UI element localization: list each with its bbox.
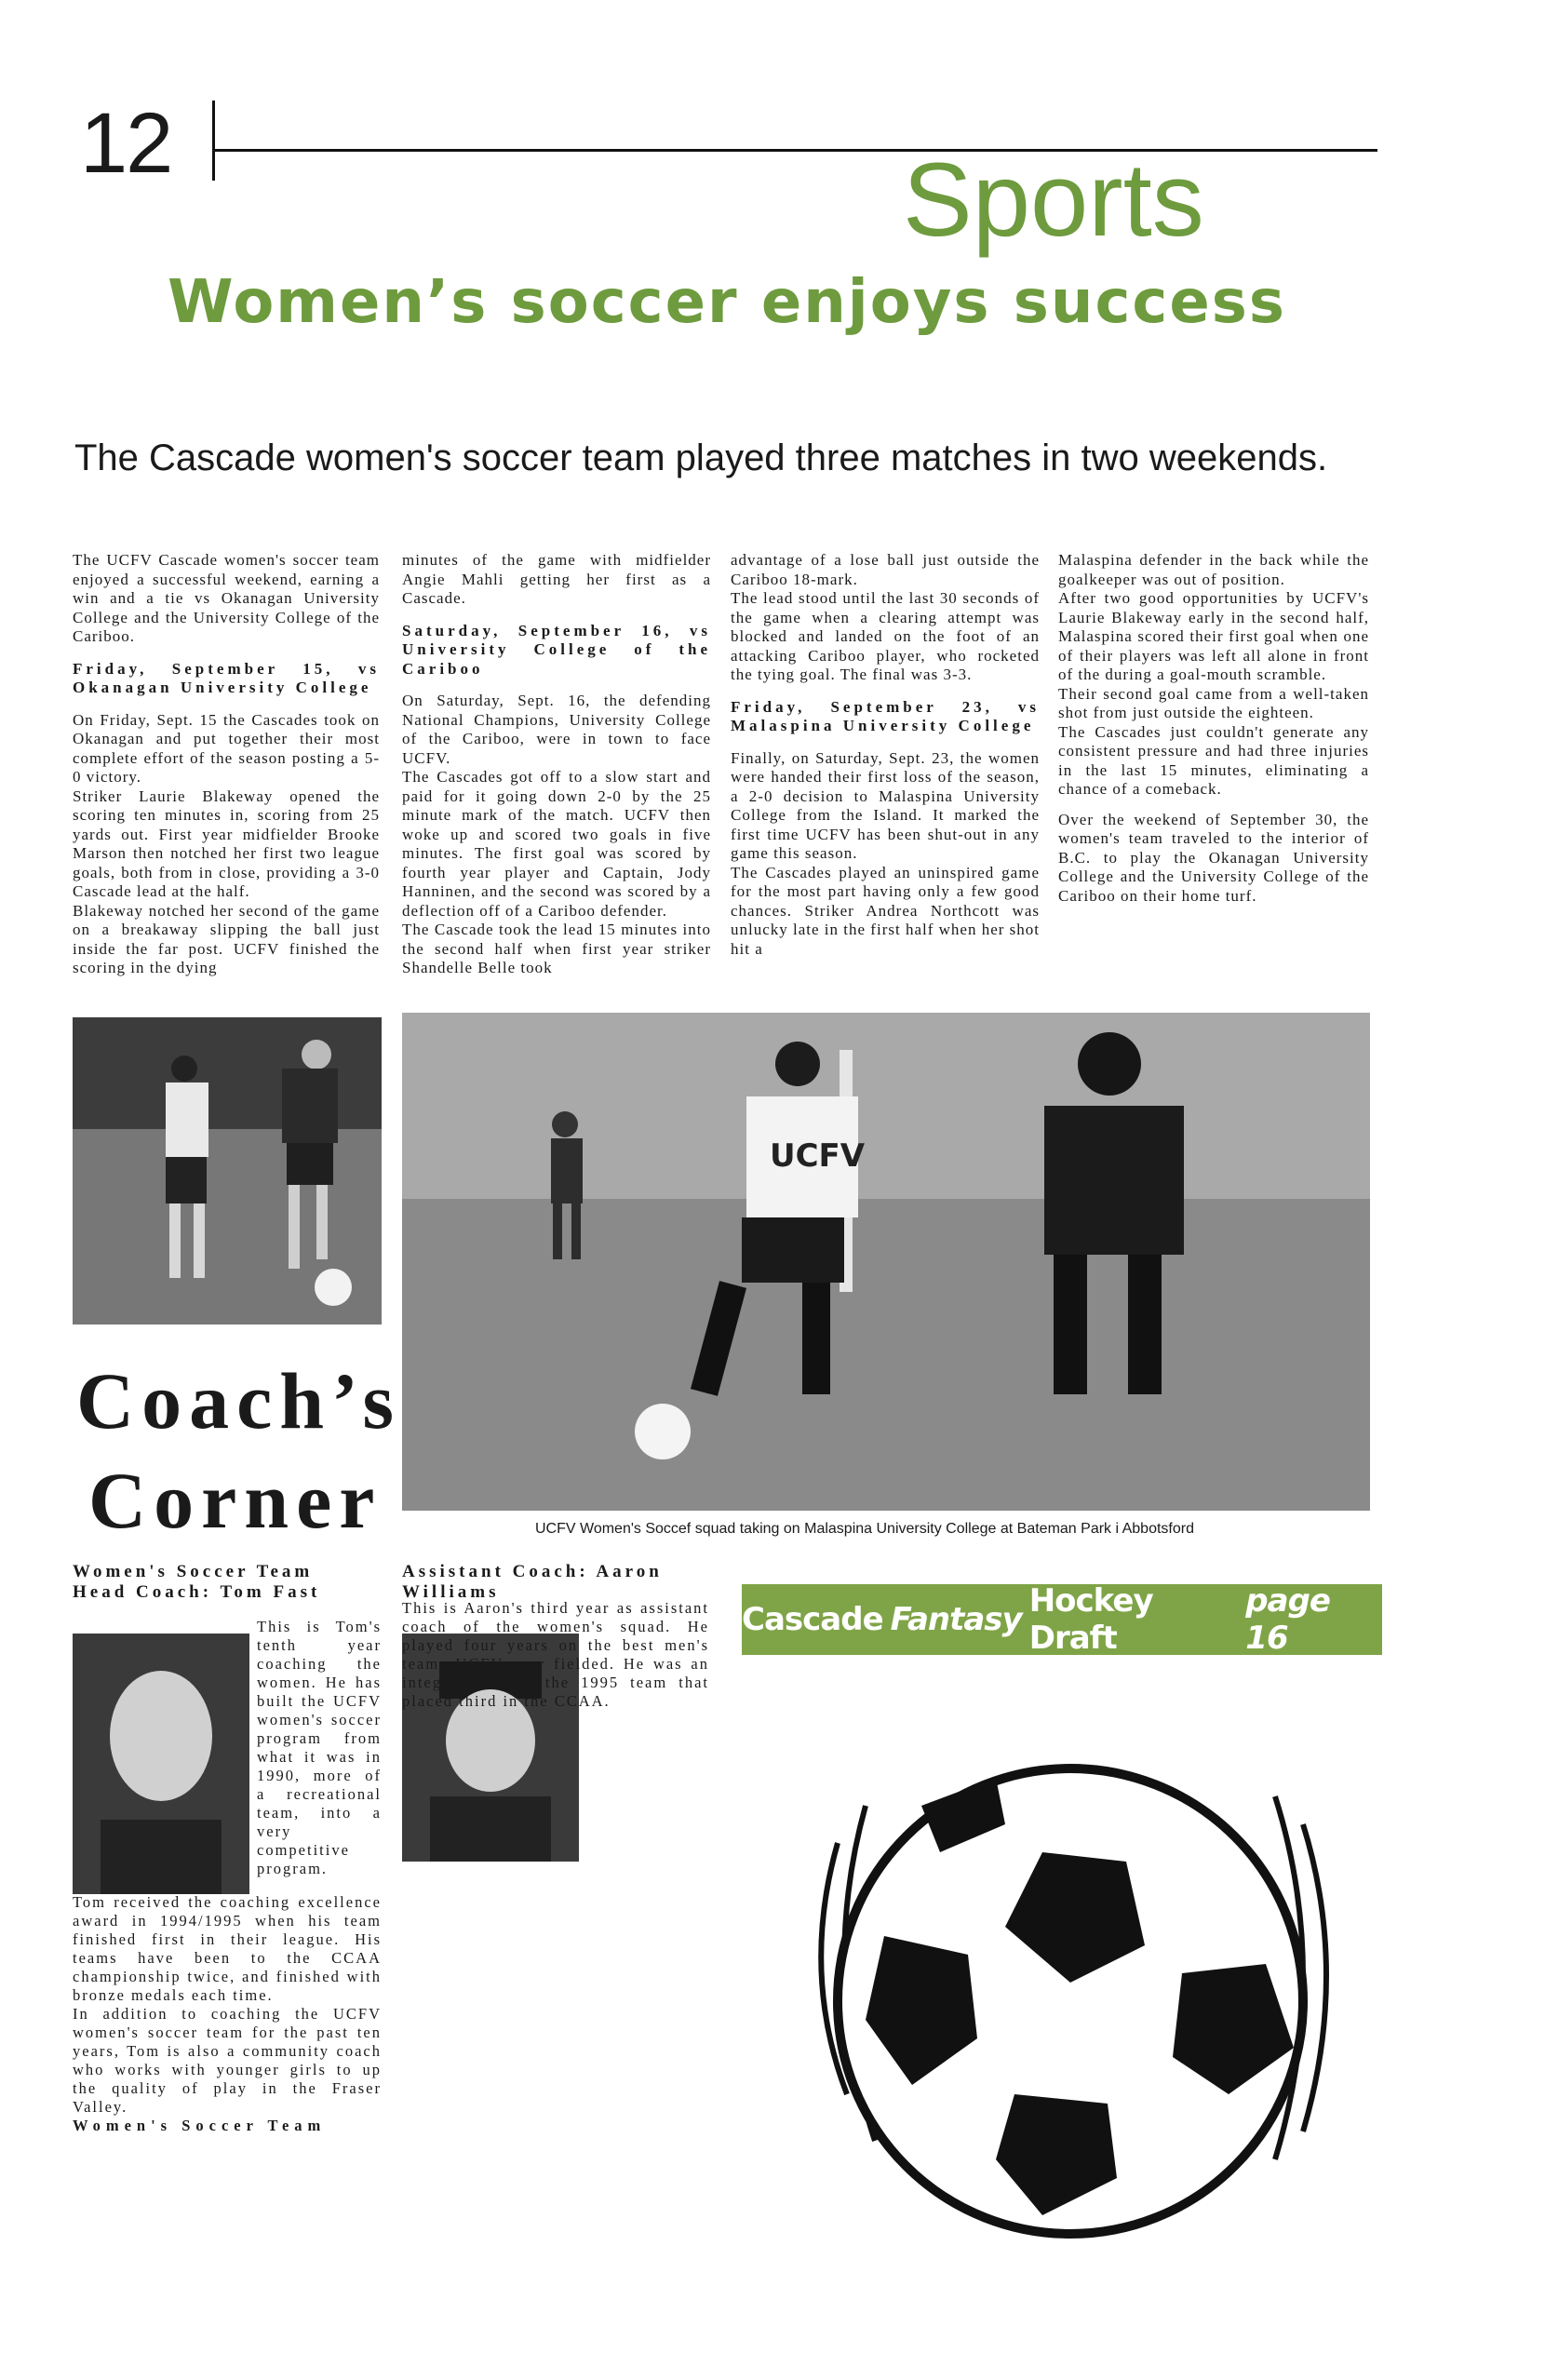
paragraph: Their second goal came from a well-taken shot from just outside the eighteen. [1058, 684, 1369, 721]
fantasy-hockey-banner[interactable] [742, 1584, 1382, 1655]
subhead: Friday, September 15, vs Okanagan University College [73, 659, 380, 696]
photo-caption: UCFV Women's Soccef squad taking on Malaspina University College at Bateman Park i Abbotsford [535, 1521, 1194, 1537]
paragraph: On Saturday, Sept. 16, the defending National Champions, University College of the Cariboo, were in town to face UCFV. [402, 692, 711, 767]
paragraph: Women's Soccer Team [73, 2117, 327, 2134]
head-coach-bio-1: This is Tom's tenth year coaching the women. He has built the UCFV women's soccer program from what it was in 1990, more of a recreational team, into a very competitive program. [257, 1618, 382, 1877]
article-column-4 [1058, 551, 1369, 906]
banner-text-2: Fantasy [890, 1601, 1022, 1638]
article-column-2 [402, 551, 711, 978]
jersey-text: UCFV [770, 1137, 866, 1175]
head-coach-heading: Women's Soccer Team Head Coach: Tom Fast [73, 1562, 321, 1602]
paragraph: On Friday, Sept. 15 the Cascades took on Okanagan and put together their most complete effort of the season posting a 5-0 victory. [73, 710, 380, 786]
coaches-corner-title-1: Coach’s [76, 1356, 402, 1445]
main-soccer-photo [402, 1013, 1370, 1511]
paragraph: minutes of the game with midfielder Angie Mahli getting her first as a Cascade. [402, 551, 711, 607]
soccer-ball-illustration [782, 1694, 1359, 2271]
paragraph: Finally, on Saturday, Sept. 23, the women were handed their first loss of the season, a 2-0 decision to Malaspina University College from the Island. It marked the first time UCFV has been shut-out in any game this season. [731, 748, 1040, 862]
paragraph: The Cascades played an uninspired game for the most part having only a few good chances. Striker Andrea Northcott was unlucky late in the first half when her shot hit a [731, 863, 1040, 958]
small-soccer-photo [73, 1017, 382, 1324]
subhead: Friday, September 23, vs Malaspina University College [731, 697, 1040, 734]
subhead: Saturday, September 16, vs University College of the Cariboo [402, 621, 711, 678]
article-column-3 [731, 551, 1040, 959]
section-title: Sports [903, 141, 1204, 258]
coaches-corner-title-2: Corner [88, 1456, 383, 1545]
paragraph: Tom received the coaching excellence award in 1994/1995 when his team finished first in their league. His teams have been to the CCAA championship twice, and finished with bronze medals each time. [73, 1893, 382, 2004]
paragraph: Striker Laurie Blakeway opened the scoring ten minutes in, scoring from 25 yards out. First year midfielder Brooke Marson then notched her first two league goals, both from in close, providing a 3-0 Cascade lead at the half. [73, 787, 380, 900]
banner-text-4: page 16 [1245, 1582, 1330, 1657]
assistant-coach-heading: Assistant Coach: Aaron Williams [402, 1562, 663, 1602]
article-column-1 [73, 551, 380, 978]
head-coach-bio-2 [73, 1893, 382, 2135]
paragraph: The UCFV Cascade women's soccer team enjoyed a successful weekend, earning a win and a tie vs Okanagan University College and the University College of the Cariboo. [73, 551, 380, 645]
paragraph: advantage of a lose ball just outside the Cariboo 18-mark. [731, 551, 1040, 588]
deck: The Cascade women's soccer team played three matches in two weekends. [74, 437, 1328, 478]
paragraph: The lead stood until the last 30 seconds of the game when a clearing attempt was blocked and landed on the foot of an attacking Cariboo player, who rocketed the tying goal. The final was 3-3. [731, 589, 1040, 683]
banner-text-3: Hockey Draft [1028, 1582, 1153, 1657]
header-rule-vertical [212, 101, 215, 181]
paragraph: Over the weekend of September 30, the women's team traveled to the interior of B.C. to play the Okanagan University College and the University College of the Cariboo on their home turf. [1058, 810, 1369, 905]
paragraph: The Cascades got off to a slow start and paid for it going down 2-0 by the 25 minute mark of the match. UCFV then woke up and scored two goals in five minutes. The first goal was scored by fourth year player and Captain, Jody Hanninen, and the second was scored by a deflection off of a Cariboo defender. [402, 768, 711, 920]
paragraph: Blakeway notched her second of the game on a breakaway slipping the ball just inside the far post. UCFV finished the scoring in the dying [73, 901, 380, 976]
paragraph: After two good opportunities by UCFV's Laurie Blakeway early in the second half, Malaspina scored their first goal when one of their players was left all alone in front of the during a goal-mouth scramble. [1058, 589, 1369, 683]
head-coach-photo [73, 1634, 249, 1894]
page-number: 12 [80, 96, 172, 191]
paragraph: In addition to coaching the UCFV women's soccer team for the past ten years, Tom is also a community coach who works with younger girls to up the quality of play in the Fraser Valley. [73, 2005, 382, 2116]
banner-text-1: Cascade [742, 1601, 883, 1638]
paragraph: The Cascades just couldn't generate any consistent pressure and had three injuries in the last 15 minutes, eliminating a chance of a comeback. [1058, 722, 1369, 798]
assistant-coach-bio: This is Aaron's third year as assistant coach of the women's squad. He played four years on the best men's teams UCFV ever fielded. He was an integral part of the 1995 team that placed third in the CCAA. [402, 1599, 709, 1710]
headline: Women’s soccer enjoys success [168, 268, 1286, 337]
paragraph: The Cascade took the lead 15 minutes into the second half when first year striker Shandelle Belle took [402, 921, 711, 976]
paragraph: Malaspina defender in the back while the goalkeeper was out of position. [1058, 551, 1369, 588]
